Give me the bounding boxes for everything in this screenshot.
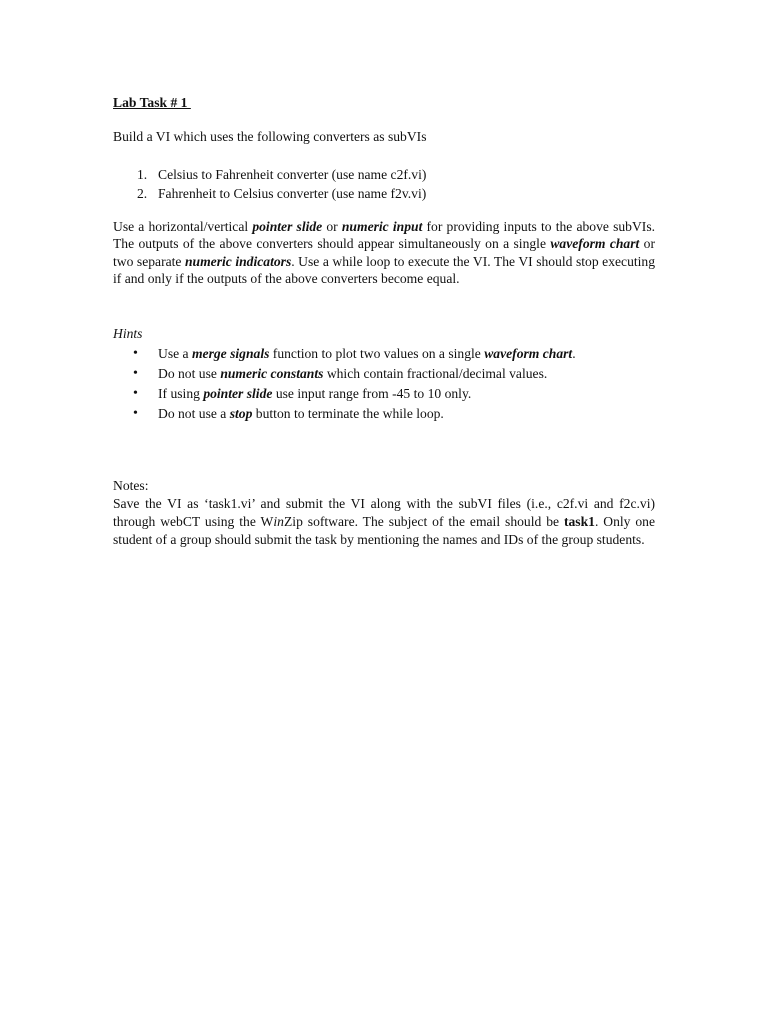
notes-heading: Notes: xyxy=(113,478,149,493)
text-run: for providing inputs to the above subVIs. The outputs of the above converters should appear simultaneously on a single xyxy=(113,219,656,252)
bullet-icon: • xyxy=(133,386,138,401)
hints-heading: Hints xyxy=(113,326,143,341)
text-run: or xyxy=(322,219,342,234)
bullet-icon: • xyxy=(133,406,138,421)
email-subject: task1 xyxy=(563,514,595,529)
hint-text: If using pointer slide use input range from -45 to 10 only. xyxy=(158,386,472,401)
text-run: . Use a while loop to execute the VI. The VI should stop executing if and only if the outputs of the above converters become equal. xyxy=(113,253,656,287)
list-number: 1. xyxy=(137,167,148,182)
lab-task-title: Lab Task # 1 xyxy=(113,95,191,110)
emphasis-numeric-indicators: numeric indicators xyxy=(184,253,292,269)
emphasis-pointer-slide: pointer slide xyxy=(252,219,323,234)
list-number: 2. xyxy=(137,186,148,201)
hint-text: Use a merge signals function to plot two values on a single waveform chart. xyxy=(158,346,576,361)
list-item xyxy=(133,404,576,424)
notes-paragraph: Save the VI as ‘task1.vi’ and submit the VI along with the subVI files (i.e., c2f.vi and f2c.vi) through webCT using the WinZip software. The subject of the email should be task1. Only one student of a group should submit the task by mentioning the names and IDs of the group students. xyxy=(113,496,656,547)
emphasis-waveform-chart: waveform chart xyxy=(550,236,640,252)
hint-text: Do not use numeric constants which contain fractional/decimal values. xyxy=(158,366,548,381)
bullet-icon: • xyxy=(133,366,138,381)
list-item xyxy=(133,344,576,364)
list-item-text: Celsius to Fahrenheit converter (use name c2f.vi) xyxy=(158,167,427,182)
emphasis-numeric-input: numeric input xyxy=(341,219,423,234)
intro-text: Build a VI which uses the following converters as subVIs xyxy=(113,129,427,144)
list-item xyxy=(133,384,576,404)
instructions-paragraph xyxy=(113,218,655,288)
list-item xyxy=(137,184,426,203)
list-item xyxy=(137,165,426,184)
list-item xyxy=(133,364,576,384)
text-run: or two separate xyxy=(113,236,655,269)
list-item-text: Fahrenheit to Celsius converter (use name f2v.vi) xyxy=(158,186,427,201)
converter-list xyxy=(137,165,426,203)
bullet-icon: • xyxy=(133,346,138,361)
hint-text: Do not use a stop button to terminate the while loop. xyxy=(158,406,444,421)
hints-list xyxy=(133,344,576,424)
text-run: Use a horizontal/vertical xyxy=(113,219,253,234)
